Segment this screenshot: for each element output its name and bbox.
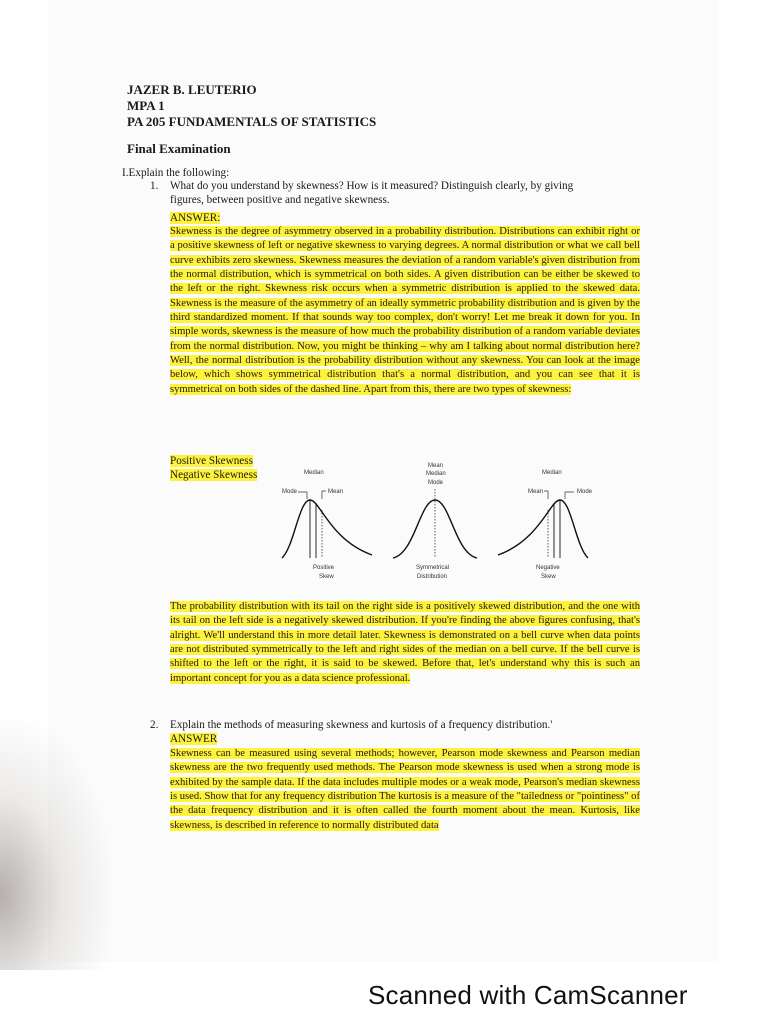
question1-line1: What do you understand by skewness? How is it measured? Distinguish clearly, by giving <box>170 180 574 192</box>
svg-text:Median: Median <box>304 470 324 476</box>
question1-line2: figures, between positive and negative skewness. <box>170 194 390 206</box>
question2-text: Explain the methods of measuring skewness and kurtosis of a frequency distribution.' <box>170 719 553 731</box>
question2-paragraph: Skewness can be measured using several methods; however, Pearson mode skewness and Pearson median skewness are the two frequently used methods. The Pearson mode skewness is used when a strong mode is exhibited by the sample data. If the data includes multiple modes or a weak mode, Pearson's median skewness is used. Show that for any frequency distribution The kurtosis is a measure of the "tailedness or "pointiness" of the data frequency distribution and it is often called the fourth moment about the mean. Kurtosis, like skewness, is described in reference to normally distributed data <box>170 748 640 831</box>
course-title: PA 205 FUNDAMENTALS OF STATISTICS <box>127 114 377 129</box>
svg-text:Mode: Mode <box>282 489 298 495</box>
scan-shadow <box>0 720 110 970</box>
svg-text:Symmetrical: Symmetrical <box>416 565 450 571</box>
svg-text:Mean: Mean <box>428 463 444 469</box>
question2-answer-label: ANSWER <box>170 733 218 745</box>
skewness-figure <box>280 455 610 590</box>
section-instruction: I.Explain the following: <box>122 167 230 179</box>
positive-skew-curve <box>282 470 372 580</box>
question1-paragraph2: The probability distribution with its tail on the right side is a positively skewed distribution, and the one with its tail on the left side is a negatively skewed distribution. If you're finding the above figures confusing, that's alright. We'll understand this in more detail later. Skewness is demonstrated on a bell curve when data points are not distributed symmetrically to the left and right sides of the median on a bell curve. If the bell curve is shifted to the left or the right, it is said to be skewed. Before that, let's understand why this is such an important concept for you as a data science professional. <box>170 601 640 684</box>
negative-skew-curve <box>498 470 593 580</box>
svg-text:Mean: Mean <box>328 489 344 495</box>
camscanner-watermark: Scanned with CamScanner <box>368 980 688 1010</box>
svg-text:Skew: Skew <box>541 574 556 580</box>
question1-answer-label: ANSWER: <box>170 212 221 224</box>
svg-text:Median: Median <box>542 470 562 476</box>
svg-text:Positive: Positive <box>313 565 335 571</box>
svg-text:Mode: Mode <box>428 480 444 486</box>
svg-text:Mean: Mean <box>528 489 544 495</box>
skew-type-negative: Negative Skewness <box>170 469 258 481</box>
svg-text:Distribution: Distribution <box>417 574 448 580</box>
svg-text:Mode: Mode <box>577 489 593 495</box>
svg-text:Skew: Skew <box>319 574 334 580</box>
skew-type-positive: Positive Skewness <box>170 455 253 467</box>
svg-text:Median: Median <box>426 471 446 477</box>
svg-text:Negative: Negative <box>536 565 560 571</box>
student-name: JAZER B. LEUTERIO <box>127 82 257 97</box>
question2-number: 2. <box>150 719 159 731</box>
program: MPA 1 <box>127 98 165 113</box>
exam-title: Final Examination <box>127 141 231 156</box>
symmetrical-curve <box>393 463 477 580</box>
question1-paragraph1: Skewness is the degree of asymmetry observed in a probability distribution. Distributions can exhibit right or a positive skewness of left or negative skewness to varying degrees. A normal distribution or what we call bell curve exhibits zero skewness. Skewness measures the deviation of a random variable's given distribution from the normal distribution, which is symmetrical on both sides. A given distribution can be either be skewed to the left or the right. Skewness risk occurs when a symmetric distribution is applied to the skewed data. Skewness is the measure of the asymmetry of an ideally symmetric probability distribution and is given by the third standardized moment. If that sounds way too complex, don't worry! Let me break it down for you. In simple words, skewness is the measure of how much the probability distribution of a random variable deviates from the normal distribution. Now, you might be thinking – why am I talking about normal distribution here? Well, the normal distribution is the probability distribution without any skewness. You can look at the image below, which shows symmetrical distribution that's a normal distribution, and you can see that it is symmetrical on both sides of the dashed line. Apart from this, there are two types of skewness: <box>170 226 640 395</box>
question1-number: 1. <box>150 180 159 192</box>
